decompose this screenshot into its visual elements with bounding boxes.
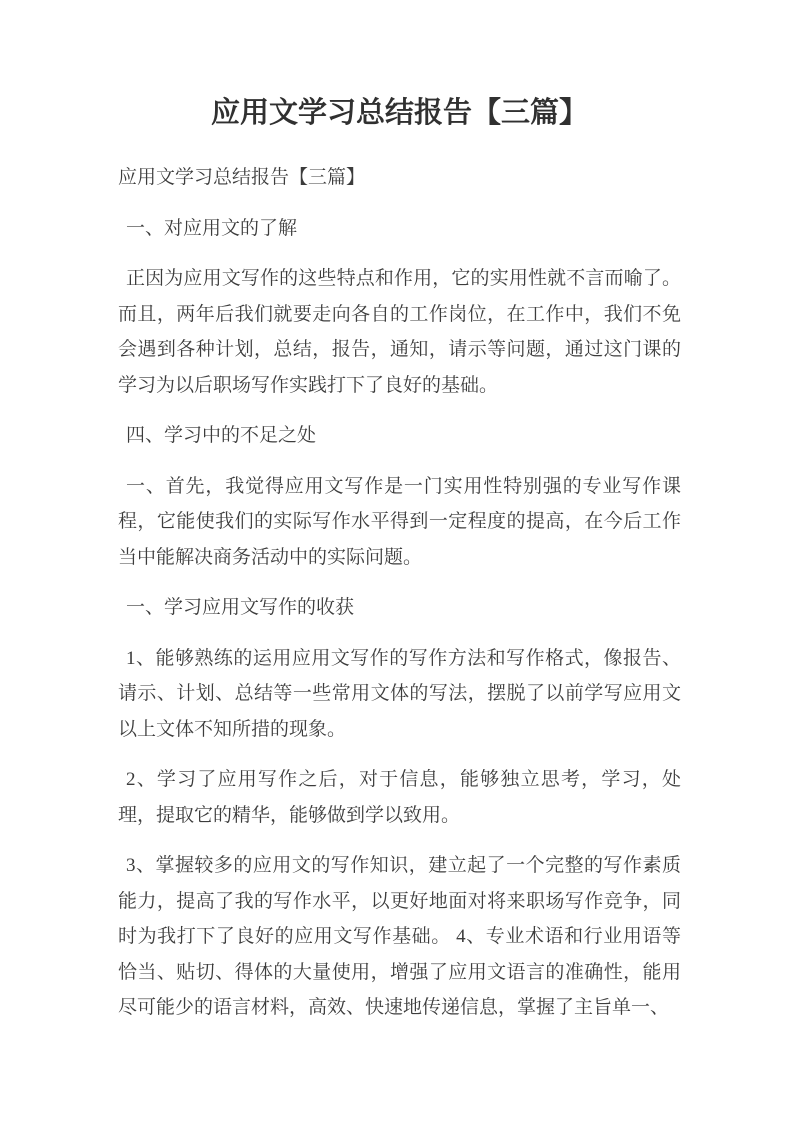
body-paragraph-understanding: 正因为应用文写作的这些特点和作用，它的实用性就不言而喻了。而且，两年后我们就要走向各自的工作岗位，在工作中，我们不免会遇到各种计划，总结，报告，通知，请示等问题，通过这门课的学习为以后职场写作实践打下了良好的基础。: [118, 268, 681, 396]
document-title: 应用文学习总结报告【三篇】: [210, 97, 588, 129]
body-paragraph-gain-2: 2、学习了应用写作之后，对于信息，能够独立思考，学习，处理，提取它的精华，能够做到学以致用。: [118, 769, 681, 826]
body-paragraph-gain-3-4: 3、掌握较多的应用文的写作知识，建立起了一个完整的写作素质能力，提高了我的写作水平，以更好地面对将来职场写作竞争，同时为我打下了良好的应用文写作基础。 4、专业术语和行业用语等恰当、贴切、得体的大量使用，增强了应用文语言的准确性，能用尽可能少的语言材料，高效、快速地传递信息，掌握了主旨单一、: [118, 855, 681, 1018]
body-paragraph-course-value: 一、首先，我觉得应用文写作是一门实用性特别强的专业写作课程，它能使我们的实际写作水平得到一定程度的提高，在今后工作当中能解决商务活动中的实际问题。: [118, 475, 681, 568]
section-heading-gains: 一、学习应用文写作的收获: [126, 597, 355, 618]
paragraph-subtitle: 应用文学习总结报告【三篇】: [118, 167, 366, 188]
section-heading-understanding: 一、对应用文的了解: [126, 217, 298, 239]
section-heading-shortcomings: 四、学习中的不足之处: [126, 425, 317, 446]
body-paragraph-gain-1: 1、能够熟练的运用应用文写作的写作方法和写作格式，像报告、请示、计划、总结等一些常用文体的写法，摆脱了以前学写应用文以上文体不知所措的现象。: [118, 647, 681, 740]
